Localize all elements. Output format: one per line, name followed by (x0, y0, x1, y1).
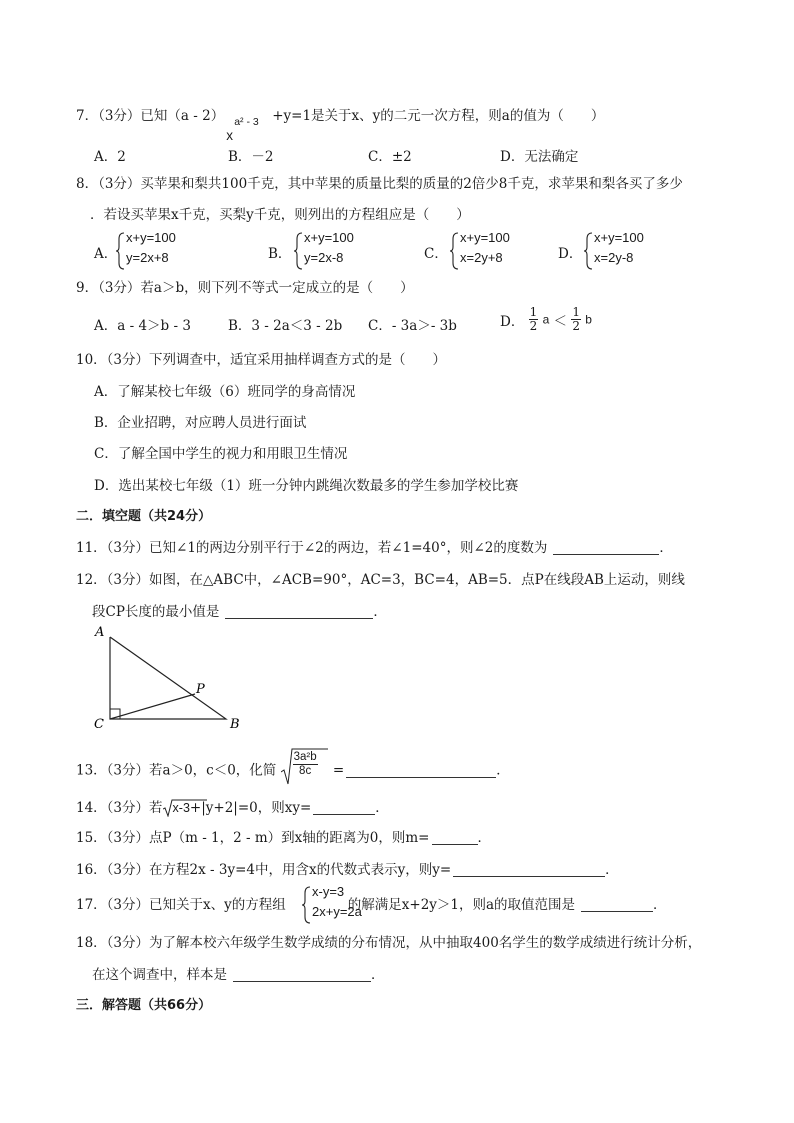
q10-option-c: C．了解全国中学生的视力和用眼卫生情况 (94, 446, 348, 462)
question-9-stem: 9．（3分）若a＞b，则下列不等式一定成立的是（ ） (76, 280, 414, 296)
question-13: 13．（3分）若a＞0，c＜0，化简 $\frac{\text{3a²b}}{8c}$ = ． (76, 752, 510, 790)
label-a: A (95, 625, 105, 640)
q10-option-a: A．了解某校七年级（6）班同学的身高情况 (94, 384, 356, 400)
q17-answer-blank[interactable] (581, 897, 653, 912)
q14-radical: x-3 (163, 800, 190, 816)
q13-radical (281, 748, 329, 786)
question-18-line2: 在这个调查中，样本是 ． (92, 967, 385, 983)
q10-option-b: B．企业招聘，对应聘人员进行面试 (94, 415, 307, 431)
question-14: 14．（3分）若 x-3+|y+2|=0，则xy= ． (76, 800, 389, 816)
q9-option-d: D． $\frac{1}{2}$ a ＜ $\frac{1}{2}$ b (500, 305, 592, 334)
section-3-heading: 三．解答题（共66分） (76, 998, 212, 1013)
q7-option-d: D．无法确定 (500, 149, 579, 165)
q7-suffix: +y=1是关于x、y的二元一次方程，则a的值为（ ） (272, 108, 605, 124)
q8-option-b-label: B． (268, 246, 292, 262)
section-2-heading: 二．填空题（共24分） (76, 509, 212, 524)
q7-option-b: B．－2 (228, 149, 274, 165)
q16-answer-blank[interactable] (453, 862, 605, 877)
question-16: 16．（3分）在方程2x - 3y=4中，用含x的代数式表示y，则y= ． (76, 862, 619, 878)
q8-option-d-label: D． (558, 246, 583, 262)
q7-option-a: A．2 (94, 149, 126, 165)
q7-prefix: 7．（3分）已知（a - 2） (76, 108, 225, 124)
q9-option-a: A．a - 4＞b - 3 (94, 318, 191, 334)
question-17: 17．（3分）已知关于x、y的方程组 的解满足x+2y＞1，则a的取值范围是 ． (76, 897, 667, 913)
q8-option-c-label: C． (424, 246, 448, 262)
q13-numerator: 3a²b (293, 751, 317, 763)
q7-option-c: C．±2 (368, 149, 412, 165)
q14-answer-blank[interactable] (313, 800, 375, 815)
q13-denominator: 8c (299, 764, 312, 777)
q15-answer-blank[interactable] (432, 830, 478, 845)
q11-answer-blank[interactable] (553, 540, 659, 555)
question-8-line2: ．若设买苹果x千克，买梨y千克，则列出的方程组应是（ ） (90, 207, 470, 223)
q9-d-frac2: $\frac{1}{2}$ (572, 305, 580, 334)
exam-page: 7．（3分）已知（a - 2） x a² - 3 +y=1是关于x、y的二元一次方程，则a的值为（ ） A．2 B．－2 C．±2 D．无法确定 8．（3分）买苹果和梨共100千克，其中苹果的质量比梨的质量的2倍少8千克，求苹果和梨各买了多少 ．若设买苹果x千克，买梨y千克，则列出的方程组应是（ ） A． x+y=100 y=2x+8 B． x+y=100 y=2x-8 C． x+y=100 x=2y+8 D． x+y=100 x=2y-8 9．（3分）若a＞b，则下列不等式一定成立的是（ ） A．a - 4＞b - 3 B．3 - 2a＜3 - 2b C．- 3a＞- 3b D． $\frac{1}{2}$ a ＜ $\frac{1}{2}$ b 10．（3分）下列调查中，适宜采用抽样调查方式的是（ ） A．了解某校七年级（6）班同学的身高情况 B．企业招聘，对应聘人员进行面试 C．了解全国中学生的视力和用眼卫生情况 D．选出某校七年级（1）班一分钟内跳绳次数最多的学生参加学校比赛 二．填空题（共24分） 11．（3分）已知∠1的两边分别平行于∠2的两边，若∠1=40°，则∠2的度数为 ． 12．（3分）如图，在△ABC中，∠ACB=90°，AC=3，BC=4，AB=5．点P在线段AB上运动，则线 段CP长度的最小值是 ． A C B P 13．（3分）若a＞0，c＜0，化简 $\frac{\text{3a²b}}{8c}$ = ． 14．（3分）若 x-3+|y+2|=0，则xy= ． 15．（3分）点P（m - 1，2 - m）到x轴的距离为0，则m= ． 16．（3分）在方程2x - 3y=4中，用含x的代数式表示y，则y= ． 17．（3分）已知关于x、y的方程组 的解满足x+2y＞1，则a的取值范围是 ． x-y=3 2x+y=2a 18．（3分）为了解本校六年级学生数学成绩的分布情况，从中抽取400名学生的数学成绩进行统计分析， 在这个调查中，样本是 ． 三．解答题（共66分） (76, 108, 702, 1013)
q9-option-b: B．3 - 2a＜3 - 2b (228, 318, 343, 334)
q7-exponent: a² - 3 (234, 116, 259, 128)
question-12-line1: 12．（3分）如图，在△ABC中，∠ACB=90°，AC=3，BC=4，AB=5．点P在线段AB上运动，则线 (76, 572, 685, 588)
question-18-line1: 18．（3分）为了解本校六年级学生数学成绩的分布情况，从中抽取400名学生的数学成绩进行统计分析， (76, 935, 702, 951)
triangle-figure (90, 622, 250, 734)
q18-answer-blank[interactable] (233, 967, 371, 982)
q7-base: x (226, 128, 233, 143)
q13-answer-blank[interactable] (346, 763, 496, 778)
question-8-line1: 8．（3分）买苹果和梨共100千克，其中苹果的质量比梨的质量的2倍少8千克，求苹果和梨各买了多少 (76, 176, 683, 192)
question-11: 11．（3分）已知∠1的两边分别平行于∠2的两边，若∠1=40°，则∠2的度数为 ． (76, 540, 673, 556)
question-7-stem (76, 108, 605, 143)
q9-d-frac1: $\frac{1}{2}$ (529, 305, 538, 334)
question-12-line2: 段CP长度的最小值是 ． (92, 604, 387, 620)
label-p: P (196, 682, 205, 697)
question-10-stem: 10．（3分）下列调查中，适宜采用抽样调查方式的是（ ） (76, 352, 447, 368)
q8-option-a-label: A． (94, 246, 118, 262)
q9-option-c: C．- 3a＞- 3b (368, 318, 457, 334)
question-15: 15．（3分）点P（m - 1，2 - m）到x轴的距离为0，则m= ． (76, 830, 491, 846)
label-b: B (230, 717, 240, 732)
label-c: C (94, 717, 104, 732)
q12-answer-blank[interactable] (225, 604, 373, 619)
q10-option-d: D．选出某校七年级（1）班一分钟内跳绳次数最多的学生参加学校比赛 (94, 478, 519, 494)
